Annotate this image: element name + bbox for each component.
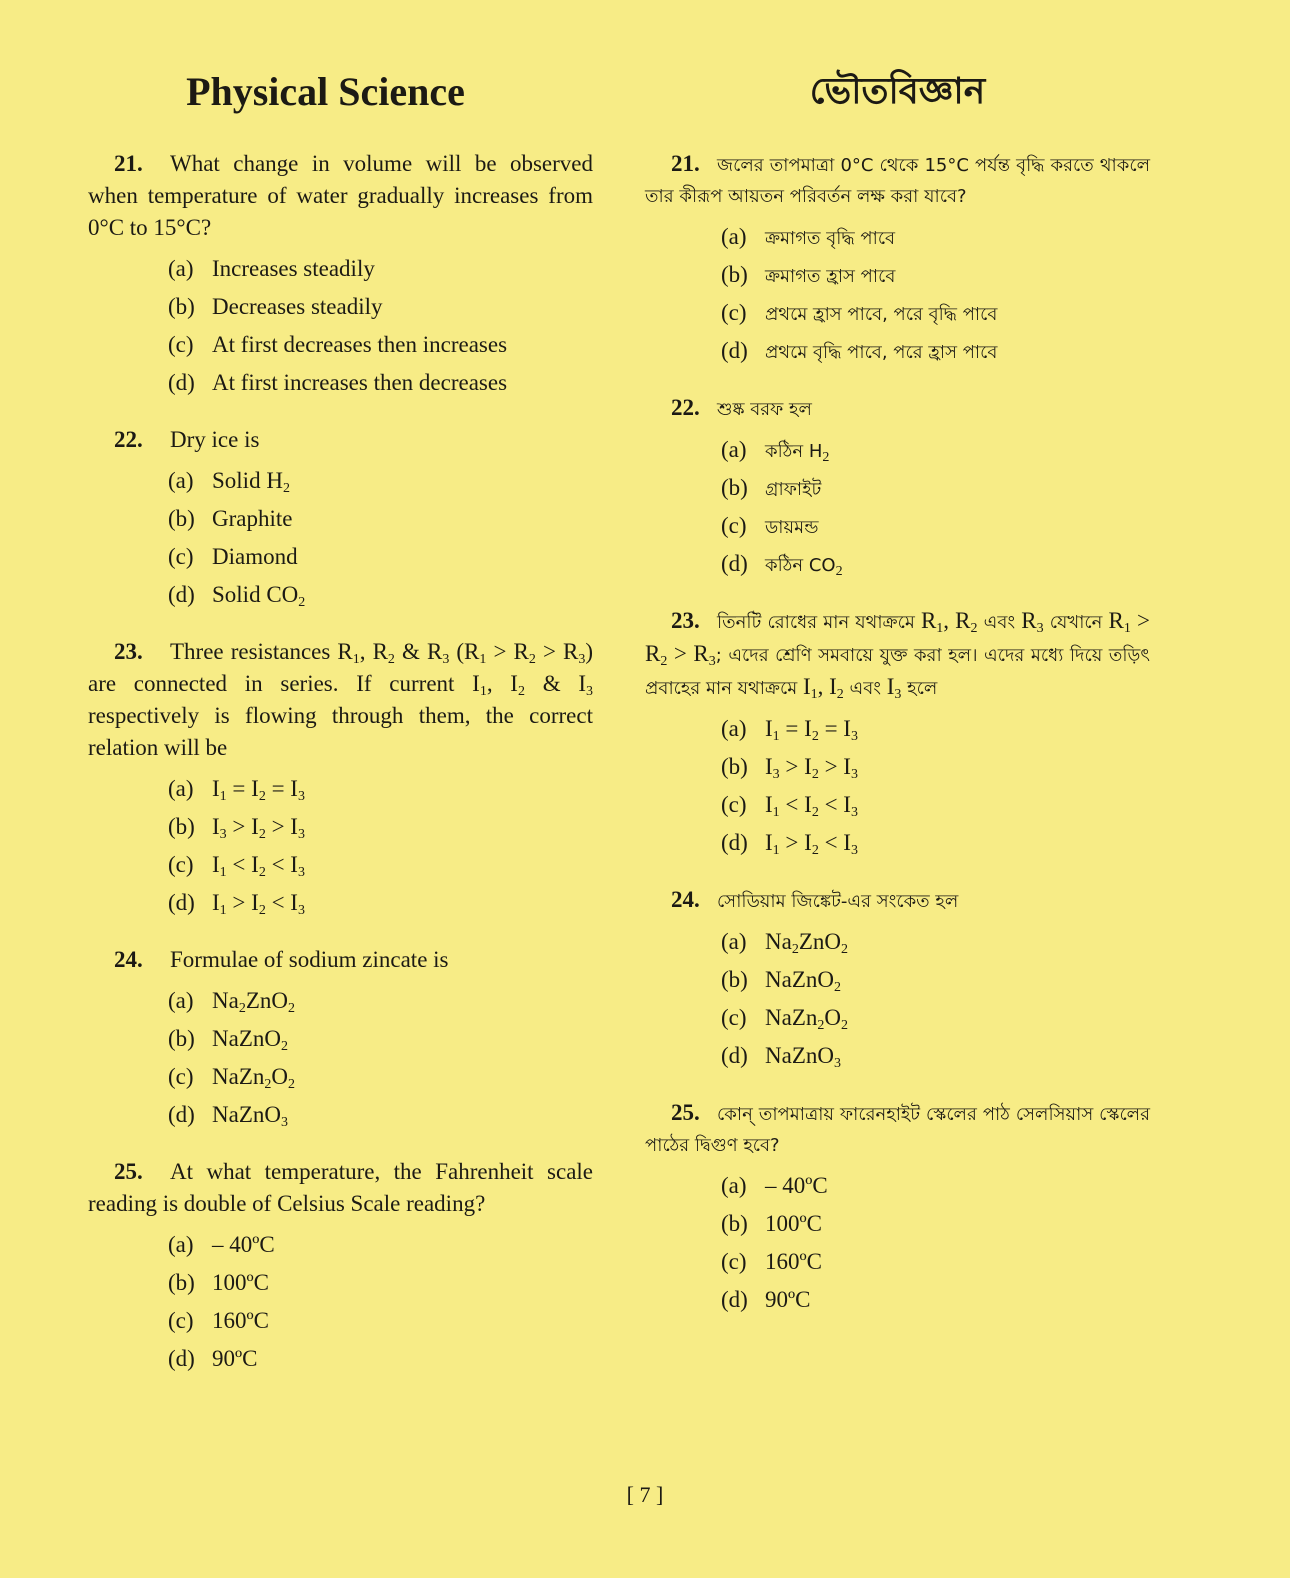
- option-c: (c) $I_1 < I_2 < I_3$: [721, 792, 858, 820]
- question-number: 21.: [114, 151, 143, 176]
- option-d: (d) Solid $CO_2$: [168, 582, 306, 610]
- question-24-en: [88, 944, 593, 1134]
- option-d: (d) NaZnO$_3$: [721, 1043, 841, 1071]
- option-b: (b) NaZnO$_2$: [168, 1026, 288, 1054]
- option-a: (a) Solid $H_2$: [168, 468, 290, 496]
- option-a: (a) $Na_2ZnO_2$: [721, 929, 848, 957]
- option-a: (a) – 40ºC: [168, 1232, 275, 1257]
- option-b: (b) $I_3 > I_2 > I_3$: [168, 814, 305, 842]
- question-stem: At what temperature, the Fahrenheit scale reading is double of Celsius Scale reading?: [88, 1159, 593, 1216]
- option-c: (c) At first decreases then increases: [168, 332, 508, 357]
- option-c: (c) $NaZn_2O_2$: [721, 1005, 848, 1033]
- question-stem: কোন্ তাপমাত্রায় ফারেনহাইট স্কেলের পাঠ সেলসিয়াস স্কেলের পাঠের দ্বিগুণ হবে?: [645, 1104, 1150, 1156]
- option-a: (a) – 40ºC: [721, 1173, 828, 1198]
- option-c: (c) ডায়মন্ড: [721, 513, 819, 538]
- question-21-en: [88, 148, 593, 402]
- option-b: (b) NaZnO$_2$: [721, 967, 841, 995]
- english-heading: Physical Science: [186, 69, 465, 114]
- option-b: (b) Graphite: [168, 506, 293, 531]
- bengali-column: [645, 62, 1150, 1341]
- question-24-bn: [645, 884, 1150, 1075]
- option-a: (a) ক্রমাগত বৃদ্ধি পাবে: [721, 224, 896, 249]
- question-number: 22.: [114, 427, 143, 452]
- bengali-heading: ভৌতবিজ্ঞান: [809, 71, 986, 112]
- question-stem: Formulae of sodium zincate is: [170, 947, 449, 972]
- question-number: 22.: [671, 395, 700, 420]
- question-25-en: [88, 1156, 593, 1378]
- question-stem: সোডিয়াম জিঙ্কেট-এর সংকেত হল: [717, 891, 959, 912]
- page-number: [ 7 ]: [626, 1482, 664, 1507]
- option-d: (d) At first increases then decreases: [168, 370, 508, 395]
- question-stem: জলের তাপমাত্রা 0°C থেকে 15°C পর্যন্ত বৃদ্ধি করতে থাকলে তার কীরূপ আয়তন পরিবর্তন লক্ষ করা যাবে?: [645, 155, 1150, 207]
- question-number: 23.: [114, 639, 143, 664]
- option-c: (c) প্রথমে হ্রাস পাবে, পরে বৃদ্ধি পাবে: [721, 300, 998, 325]
- option-b: (b) 100ºC: [721, 1211, 822, 1236]
- question-number: 25.: [671, 1100, 700, 1125]
- option-b: (b) ক্রমাগত হ্রাস পাবে: [721, 262, 896, 287]
- question-number: 24.: [114, 947, 143, 972]
- option-b: (b) Decreases steadily: [168, 294, 383, 319]
- option-c: (c) Diamond: [168, 544, 298, 569]
- question-23-en: 23. Three resistances $R_1$, $R_2$ & $R_3$ $(R_1 > R_2 > R_3)$ are connected in series. If current $I_1$, $I_2$ & $I_3$ respectively is flowing through them, the correct relation will be (a) $I_1 = I_2 = I_3$ (b) $I_3 > I_2 > I_3$ (c) $I_1 < I_2 < I_3$ (d) $I_1 > I_2 < I_3$: [88, 636, 593, 922]
- option-c: (c) $I_1 < I_2 < I_3$: [168, 852, 305, 880]
- question-number: 25.: [114, 1159, 143, 1184]
- option-a: (a) $I_1 = I_2 = I_3$: [168, 776, 305, 804]
- question-22-en: [88, 424, 593, 614]
- question-21-bn: [645, 148, 1150, 370]
- option-b: (b) গ্রাফাইট: [721, 475, 822, 500]
- question-stem: Dry ice is: [170, 427, 260, 452]
- question-stem: শুষ্ক বরফ হল: [717, 399, 812, 420]
- option-d: (d) NaZnO$_3$: [168, 1102, 288, 1130]
- option-a: (a) Increases steadily: [168, 256, 375, 281]
- option-a: (a) $Na_2ZnO_2$: [168, 988, 295, 1016]
- option-a: (a) কঠিন $H_2$: [721, 437, 830, 465]
- option-c: (c) 160ºC: [721, 1249, 822, 1274]
- option-d: (d) $I_1 > I_2 < I_3$: [721, 830, 858, 858]
- option-c: (c) 160ºC: [168, 1308, 269, 1333]
- option-d: (d) 90ºC: [721, 1287, 811, 1312]
- option-d: (d) কঠিন $CO_2$: [721, 551, 843, 579]
- question-number: 21.: [671, 151, 700, 176]
- option-d: (d) 90ºC: [168, 1346, 258, 1371]
- option-b: (b) $I_3 > I_2 > I_3$: [721, 754, 858, 782]
- option-d: (d) প্রথমে বৃদ্ধি পাবে, পরে হ্রাস পাবে: [721, 338, 998, 363]
- question-22-bn: [645, 392, 1150, 583]
- option-c: (c) $NaZn_2O_2$: [168, 1064, 295, 1092]
- question-25-bn: [645, 1097, 1150, 1319]
- question-23-bn: 23. তিনটি রোধের মান যথাক্রমে $R_1$, $R_2$ এবং $R_3$ যেখানে $R_1 > R_2 > R_3$; এদের শ্রেণি সমবায়ে যুক্ত করা হল। এদের মধ্যে দিয়ে তড়িৎ প্রবাহের মান যথাক্রমে $I_1$, $I_2$ এবং $I_3$ হলে (a) $I_1 = I_2 = I_3$ (b) $I_3 > I_2 > I_3$ (c) $I_1 < I_2 < I_3$ (d) $I_1 > I_2 < I_3$: [645, 605, 1150, 862]
- english-column: [88, 62, 593, 1400]
- question-number: 23.: [671, 608, 700, 633]
- question-number: 24.: [671, 887, 700, 912]
- option-a: (a) $I_1 = I_2 = I_3$: [721, 716, 858, 744]
- option-d: (d) $I_1 > I_2 < I_3$: [168, 890, 305, 918]
- question-stem: What change in volume will be observed when temperature of water gradually increases from 0°C to 15°C?: [88, 151, 593, 240]
- option-b: (b) 100ºC: [168, 1270, 269, 1295]
